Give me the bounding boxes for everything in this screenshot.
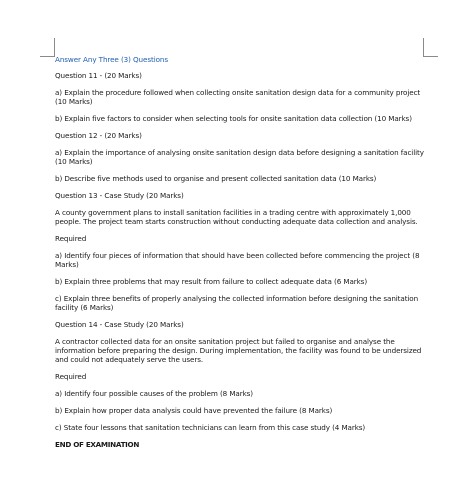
question-14-heading: Question 14 - Case Study (20 Marks) (55, 320, 184, 329)
question-13-part-b: b) Explain three problems that may result from failure to collect adequate data (6 Marks) (55, 277, 368, 286)
question-14-required: Required (55, 372, 87, 381)
question-13-heading: Question 13 - Case Study (20 Marks) (55, 191, 184, 200)
question-13-part-c: c) Explain three benefits of properly analysing the collected information before designing the sanitation facility (6 Marks) (55, 294, 419, 312)
question-14-part-b: b) Explain how proper data analysis could have prevented the failure (8 Marks) (55, 406, 333, 415)
question-13-required: Required (55, 234, 87, 243)
top-left-margin-mark (40, 38, 55, 57)
question-12-part-b: b) Describe five methods used to organise and present collected sanitation data (10 Marks) (55, 174, 377, 183)
question-12-part-a: a) Explain the importance of analysing onsite sanitation design data before designing a sanitation facility (10 Marks) (55, 148, 424, 166)
document-body (55, 55, 427, 449)
question-11-heading: Question 11 - (20 Marks) (55, 71, 142, 80)
question-14-scenario: A contractor collected data for an onsite sanitation project but failed to organise and analyse the information before preparing the design. During implementation, the facility was found to be undersized and could not adequately serve the users. (55, 337, 422, 364)
end-of-examination: END OF EXAMINATION (55, 440, 140, 449)
question-13-part-a: a) Identify four pieces of information that should have been collected before commencing the project (8 Marks) (55, 251, 420, 269)
question-13-scenario: A county government plans to install sanitation facilities in a trading centre with approximately 1,000 people. The project team starts construction without conducting adequate data collection and analysis. (55, 208, 418, 226)
question-14-part-c: c) State four lessons that sanitation technicians can learn from this case study (4 Marks) (55, 423, 366, 432)
question-12-heading: Question 12 - (20 Marks) (55, 131, 142, 140)
question-11-part-a: a) Explain the procedure followed when collecting onsite sanitation design data for a community project (10 Marks) (55, 88, 421, 106)
question-14-part-a: a) Identify four possible causes of the problem (8 Marks) (55, 389, 254, 398)
instructions-heading: Answer Any Three (3) Questions (55, 55, 168, 64)
question-11-part-b: b) Explain five factors to consider when selecting tools for onsite sanitation data collection (10 Marks) (55, 114, 412, 123)
